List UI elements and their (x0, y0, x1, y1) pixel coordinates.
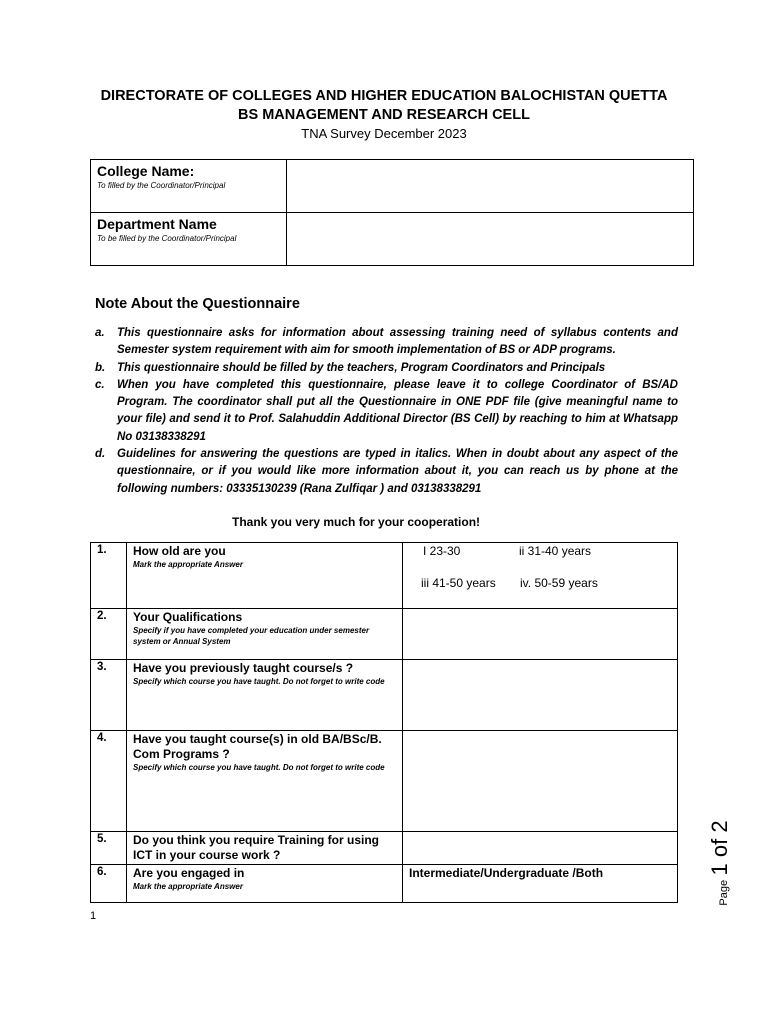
question-number: 6. (91, 865, 127, 903)
question-title: Your Qualifications (133, 610, 243, 624)
page-of: 1 of 2 (707, 820, 732, 876)
age-option[interactable]: iii 41-50 years (421, 576, 496, 590)
question-number: 1. (91, 543, 127, 609)
note-list (95, 325, 678, 498)
question-cell (127, 609, 403, 660)
directorate-title: DIRECTORATE OF COLLEGES AND HIGHER EDUCATION BALOCHISTAN QUETTA (100, 88, 668, 104)
question-row (91, 832, 678, 865)
answer-field[interactable] (403, 660, 678, 731)
department-name-hint: To be filled by the Coordinator/Principal (97, 234, 237, 243)
thanks-line: Thank you very much for your cooperation! (232, 515, 481, 529)
note-item (95, 325, 678, 360)
question-row (91, 543, 678, 609)
note-marker: d. (95, 448, 106, 461)
age-options (409, 544, 671, 604)
answer-field[interactable] (403, 832, 678, 865)
question-row (91, 731, 678, 832)
question-title: Do you think you require Training for using ICT in your course work ? (133, 833, 380, 862)
question-number: 3. (91, 660, 127, 731)
department-name-label-cell (91, 213, 287, 266)
department-name-field[interactable] (287, 213, 694, 266)
page-word: Page (718, 879, 730, 906)
question-hint: Specify if you have completed your education under semester system or Annual System (133, 626, 370, 646)
note-text: This questionnaire asks for information about assessing training need of syllabus contents and Semester system requirement with aim for smooth implementation of BS or ADP programs. (117, 327, 678, 357)
question-row (91, 609, 678, 660)
note-marker: c. (95, 378, 105, 391)
age-option[interactable]: iv. 50-59 years (520, 576, 598, 590)
question-title: Are you engaged in (133, 866, 245, 880)
question-cell (127, 865, 403, 903)
answer-field[interactable]: Intermediate/Undergraduate /Both (403, 865, 678, 903)
answer-cell (403, 543, 678, 609)
question-cell (127, 832, 403, 865)
note-text: Guidelines for answering the questions are typed in italics. When in doubt about any aspect of the questionnaire, or if you would like more information about it, you can reach us by phone at the following numbers: 03335130239 (Rana Zulfiqar ) and 03138338291 (117, 448, 678, 495)
note-text: When you have completed this questionnaire, please leave it to college Coordinator of BS/AD Program. The coordinator shall put all the Questionnaire in ONE PDF file (give meaningful name to your file) and send it to Prof. Salahuddin Additional Director (BS Cell) by reaching to him at Whatsapp No 03138338291 (117, 378, 678, 443)
question-hint: Mark the appropriate Answer (133, 882, 243, 891)
college-name-field[interactable] (287, 160, 694, 213)
page-number: 1 (90, 910, 97, 922)
question-number: 4. (91, 731, 127, 832)
question-hint: Mark the appropriate Answer (133, 560, 243, 569)
note-title: Note About the Questionnaire (95, 296, 300, 312)
age-option[interactable]: I 23-30 (423, 544, 461, 558)
question-cell (127, 731, 403, 832)
college-info-table (90, 159, 694, 266)
question-title: Have you taught course(s) in old BA/BSc/B. Com Programs ? (133, 732, 382, 761)
answer-field[interactable] (403, 609, 678, 660)
question-row (91, 660, 678, 731)
question-hint: Specify which course you have taught. Do not forget to write code (133, 763, 385, 772)
college-name-label-cell (91, 160, 287, 213)
question-cell (127, 660, 403, 731)
department-name-row (91, 213, 694, 266)
document-header (0, 87, 768, 143)
question-hint: Specify which course you have taught. Do not forget to write code (133, 677, 385, 686)
page-indicator (700, 818, 740, 908)
question-row (91, 865, 678, 903)
question-title: Have you previously taught course/s ? (133, 661, 354, 675)
note-text: This questionnaire should be filled by the teachers, Program Coordinators and Principals (117, 361, 606, 374)
question-number: 2. (91, 609, 127, 660)
college-name-label: College Name: (97, 163, 195, 179)
age-option[interactable]: ii 31-40 years (519, 544, 592, 558)
survey-subtitle: TNA Survey December 2023 (301, 126, 467, 141)
note-item (95, 377, 678, 446)
note-item (95, 446, 678, 498)
note-marker: b. (95, 361, 106, 374)
questions-table (90, 542, 678, 903)
question-cell (127, 543, 403, 609)
note-marker: a. (95, 327, 105, 339)
question-title: How old are you (133, 544, 226, 558)
answer-field[interactable] (403, 731, 678, 832)
cell-title: BS MANAGEMENT AND RESEARCH CELL (238, 107, 530, 123)
college-name-hint: To filled by the Coordinator/Principal (97, 181, 226, 190)
department-name-label: Department Name (97, 216, 217, 232)
note-item (95, 360, 678, 377)
question-number: 5. (91, 832, 127, 865)
college-name-row (91, 160, 694, 213)
